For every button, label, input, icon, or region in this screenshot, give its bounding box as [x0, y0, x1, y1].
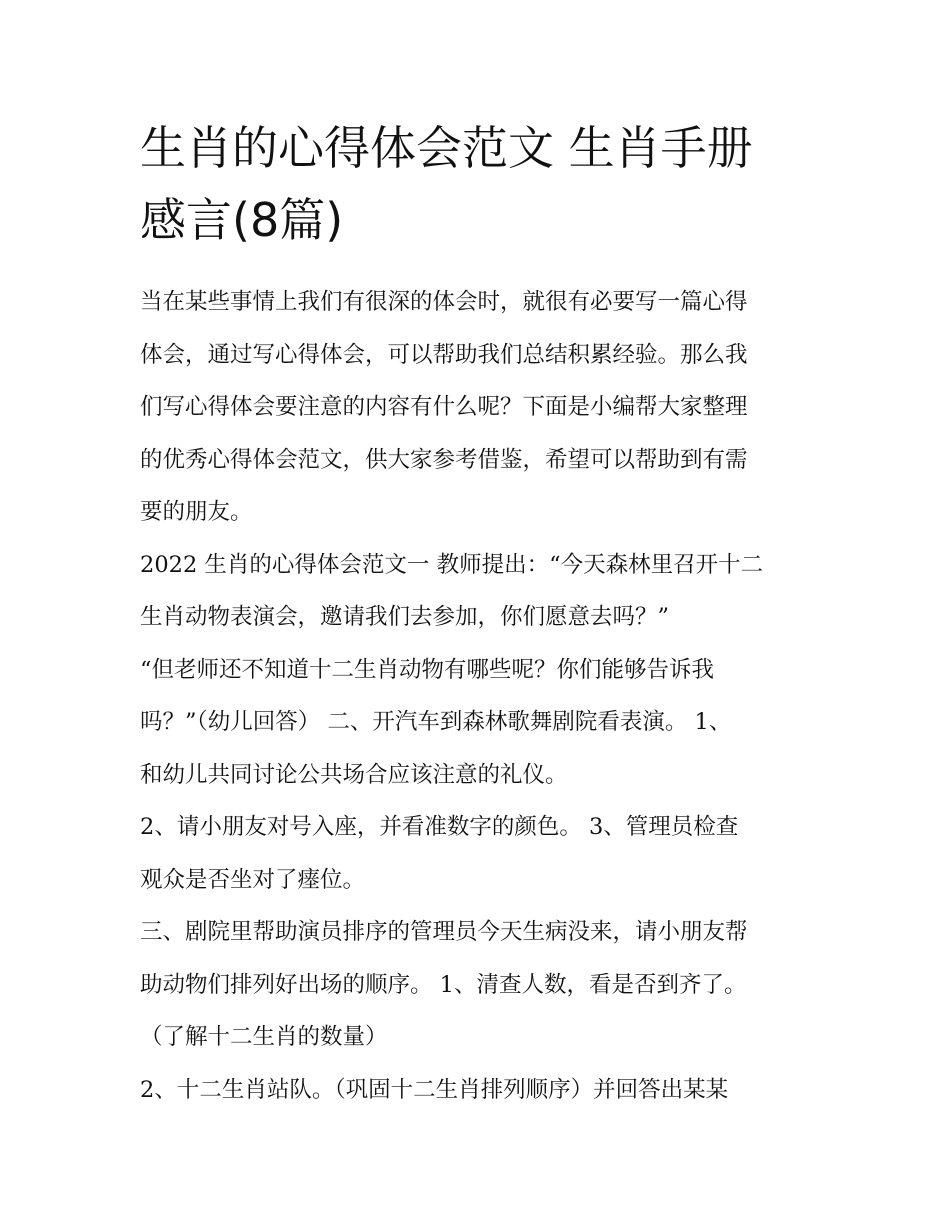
text-line: （了解十二生肖的数量） [140, 1024, 388, 1050]
text-line: 2、十二生肖站队。（巩固十二生肖排列顺序）并回答出某某 [140, 1076, 729, 1103]
text-line: 三、剧院里帮助演员排序的管理员今天生病没来，请小朋友帮 [140, 919, 748, 945]
intro-paragraph [140, 276, 820, 539]
text-line: 要的朋友。 [140, 499, 253, 525]
section-paragraph [140, 644, 820, 802]
text-line: 2、请小朋友对号入座，并看准数字的颜色。 3、管理员检查 [140, 814, 739, 840]
document-page [140, 112, 820, 1116]
text-line: 们写心得体会要注意的内容有什么呢？下面是小编帮大家整理 [140, 394, 748, 420]
title-line: 生肖的心得体会范文 生肖手册 [140, 121, 753, 175]
title-line: 感言(8篇) [140, 193, 344, 247]
text-line: 和幼儿共同讨论公共场合应该注意的礼仪。 [140, 761, 568, 788]
section-paragraph [140, 539, 820, 644]
section-paragraph [140, 801, 820, 906]
text-line: 吗？”（幼儿回答） 二、开汽车到森林歌舞剧院看表演。 1、 [140, 709, 732, 735]
section-paragraph [140, 1064, 820, 1117]
text-line: 2022 生肖的心得体会范文一 教师提出：“今天森林里召开十二 [140, 551, 764, 578]
text-line: 当在某些事情上我们有很深的体会时，就很有必要写一篇心得 [140, 289, 748, 315]
text-line: 生肖动物表演会，邀请我们去参加，你们愿意去吗？” [140, 604, 670, 630]
text-line: “但老师还不知道十二生肖动物有哪些呢？你们能够告诉我 [140, 656, 715, 683]
text-line: 的优秀心得体会范文，供大家参考借鉴，希望可以帮助到有需 [140, 446, 748, 473]
section-paragraph [140, 906, 820, 1064]
text-line: 助动物们排列好出场的顺序。 1、清查人数，看是否到齐了。 [140, 971, 747, 998]
document-title [140, 112, 820, 256]
text-line: 观众是否坐对了瘗位。 [140, 866, 366, 893]
text-line: 体会，通过写心得体会，可以帮助我们总结积累经验。那么我 [140, 341, 748, 368]
